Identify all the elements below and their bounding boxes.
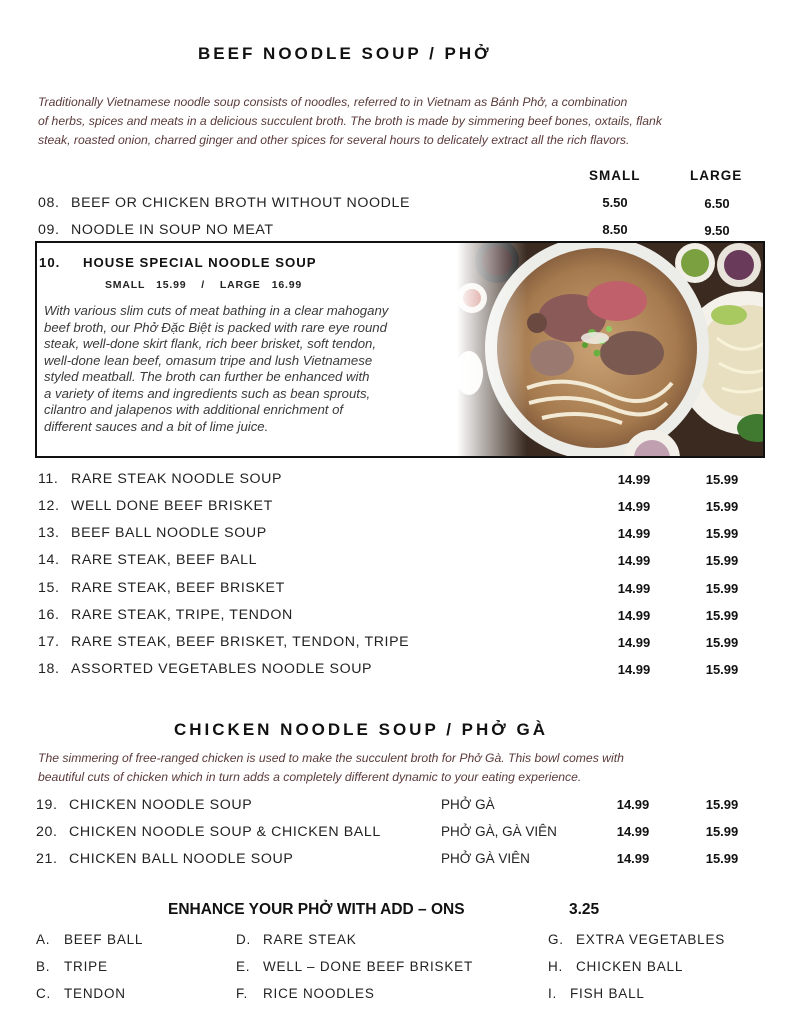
addon-item: TRIPE [64, 959, 108, 974]
addon-letter: F. [236, 986, 249, 1001]
item-name: RARE STEAK NOODLE SOUP [71, 471, 283, 487]
item-name: RARE STEAK, BEEF BALL [71, 552, 258, 568]
price-large: 15.99 [705, 824, 739, 839]
addons-price: 3.25 [569, 901, 600, 918]
item-number: 12. [38, 498, 60, 514]
item-number: 11. [38, 471, 59, 487]
price-small: 14.99 [617, 553, 651, 568]
special-sizes: SMALL 15.99 / LARGE 16.99 [105, 279, 303, 291]
chicken-intro-line: The simmering of free-ranged chicken is used to make the succulent broth for Phở Gà. This bowl comes with [38, 751, 624, 765]
column-header-small: SMALL [589, 168, 641, 183]
price-large: 9.50 [704, 223, 730, 238]
beef-intro [38, 93, 768, 150]
price-small: 14.99 [617, 662, 651, 677]
addons-title: ENHANCE YOUR PHỞ WITH ADD – ONS [168, 901, 465, 918]
item-name: ASSORTED VEGETABLES NOODLE SOUP [71, 661, 373, 677]
special-desc-line: steak, well-done skirt flank, rich beer brisket, soft tendon, [44, 336, 377, 351]
addon-item: RICE NOODLES [263, 986, 375, 1001]
item-name: CHICKEN NOODLE SOUP [69, 797, 253, 813]
chicken-section-title: CHICKEN NOODLE SOUP / PHỞ GÀ [174, 720, 548, 739]
pho-bowl-illustration [457, 243, 765, 458]
addon-item: RARE STEAK [263, 932, 357, 947]
item-name: CHICKEN BALL NOODLE SOUP [69, 851, 294, 867]
beef-intro-line: Traditionally Vietnamese noodle soup consists of noodles, referred to in Vietnam as Bánh Phở, a combination [38, 95, 628, 109]
addon-item: CHICKEN BALL [576, 959, 684, 974]
item-number: 20. [36, 824, 58, 840]
pho-bowl-photo [457, 243, 765, 458]
price-large: 15.99 [705, 797, 739, 812]
addon-letter: I. [548, 986, 558, 1001]
item-name: BEEF BALL NOODLE SOUP [71, 525, 267, 541]
item-name: CHICKEN NOODLE SOUP & CHICKEN BALL [69, 824, 381, 840]
price-large: 15.99 [705, 635, 739, 650]
item-vietnamese-name: PHỞ GÀ, GÀ VIÊN [441, 824, 557, 839]
price-large: 15.99 [705, 472, 739, 487]
item-number: 21. [36, 851, 58, 867]
item-number: 19. [36, 797, 58, 813]
column-header-large: LARGE [690, 168, 743, 183]
item-name: NOODLE IN SOUP NO MEAT [71, 222, 274, 238]
price-large: 15.99 [705, 499, 739, 514]
special-desc-line: styled meatball. The broth can further be enhanced with [44, 369, 370, 384]
addon-letter: A. [36, 932, 51, 947]
price-small: 14.99 [617, 526, 651, 541]
chicken-intro-line: beautiful cuts of chicken which in turn adds a completely different dynamic to your eating experience. [38, 770, 582, 784]
price-large: 15.99 [705, 553, 739, 568]
special-desc-line: a variety of items and ingredients such as bean sprouts, [44, 385, 371, 401]
beef-section-title: BEEF NOODLE SOUP / PHỞ [198, 44, 492, 63]
price-large: 15.99 [705, 662, 739, 677]
addon-item: WELL – DONE BEEF BRISKET [263, 959, 473, 974]
price-large: 15.99 [705, 851, 739, 866]
special-number: 10. [39, 255, 61, 270]
item-number: 08. [38, 195, 60, 211]
item-number: 18. [38, 661, 60, 677]
special-description [44, 303, 464, 435]
beef-intro-line: steak, roasted onion, charred ginger and other spices for several hours to delicately extract all the rich flavors. [38, 133, 630, 147]
item-name: RARE STEAK, BEEF BRISKET [71, 580, 285, 596]
addon-item: BEEF BALL [64, 932, 144, 947]
price-small: 14.99 [616, 824, 650, 839]
addon-letter: C. [36, 986, 52, 1001]
item-number: 09. [38, 222, 60, 238]
special-desc-line: With various slim cuts of meat bathing in a clear mahogany [44, 303, 389, 318]
addon-letter: E. [236, 959, 251, 974]
addon-letter: D. [236, 932, 252, 947]
beef-intro-line: of herbs, spices and meats in a delicious succulent broth. The broth is made by simmering beef bones, oxtails, flank [38, 114, 662, 128]
addon-letter: H. [548, 959, 564, 974]
house-special-box [35, 241, 765, 458]
item-number: 13. [38, 525, 60, 541]
addon-item: EXTRA VEGETABLES [576, 932, 726, 947]
addon-letter: G. [548, 932, 564, 947]
item-name: RARE STEAK, TRIPE, TENDON [71, 607, 293, 623]
item-vietnamese-name: PHỞ GÀ VIÊN [441, 851, 530, 866]
price-small: 14.99 [617, 499, 651, 514]
price-small: 8.50 [602, 222, 628, 237]
chicken-intro [38, 749, 768, 787]
price-small: 14.99 [616, 851, 650, 866]
item-number: 15. [38, 580, 60, 596]
special-desc-line: different sauces and a bit of lime juice. [44, 418, 269, 434]
price-large: 15.99 [705, 526, 739, 541]
price-small: 5.50 [602, 195, 628, 210]
item-vietnamese-name: PHỞ GÀ [441, 797, 495, 812]
item-number: 17. [38, 634, 60, 650]
addon-item: TENDON [64, 986, 126, 1001]
special-desc-line: beef broth, our Phở Đặc Biệt is packed with rare eye round [44, 319, 387, 335]
item-name: BEEF OR CHICKEN BROTH WITHOUT NOODLE [71, 195, 411, 211]
item-name: WELL DONE BEEF BRISKET [71, 498, 273, 514]
addon-item: FISH BALL [570, 986, 645, 1001]
item-name: RARE STEAK, BEEF BRISKET, TENDON, TRIPE [71, 634, 410, 650]
price-large: 6.50 [704, 196, 730, 211]
price-small: 14.99 [616, 797, 650, 812]
price-small: 14.99 [617, 608, 651, 623]
price-small: 14.99 [617, 635, 651, 650]
item-number: 16. [38, 607, 60, 623]
addon-letter: B. [36, 959, 51, 974]
price-large: 15.99 [705, 581, 739, 596]
price-small: 14.99 [617, 472, 651, 487]
special-desc-line: cilantro and jalapenos with additional enrichment of [44, 402, 344, 417]
price-small: 14.99 [617, 581, 651, 596]
special-name: HOUSE SPECIAL NOODLE SOUP [83, 255, 317, 270]
special-desc-line: well-done lean beef, omasum tripe and lush Vietnamese [44, 352, 373, 368]
item-number: 14. [38, 552, 60, 568]
price-large: 15.99 [705, 608, 739, 623]
